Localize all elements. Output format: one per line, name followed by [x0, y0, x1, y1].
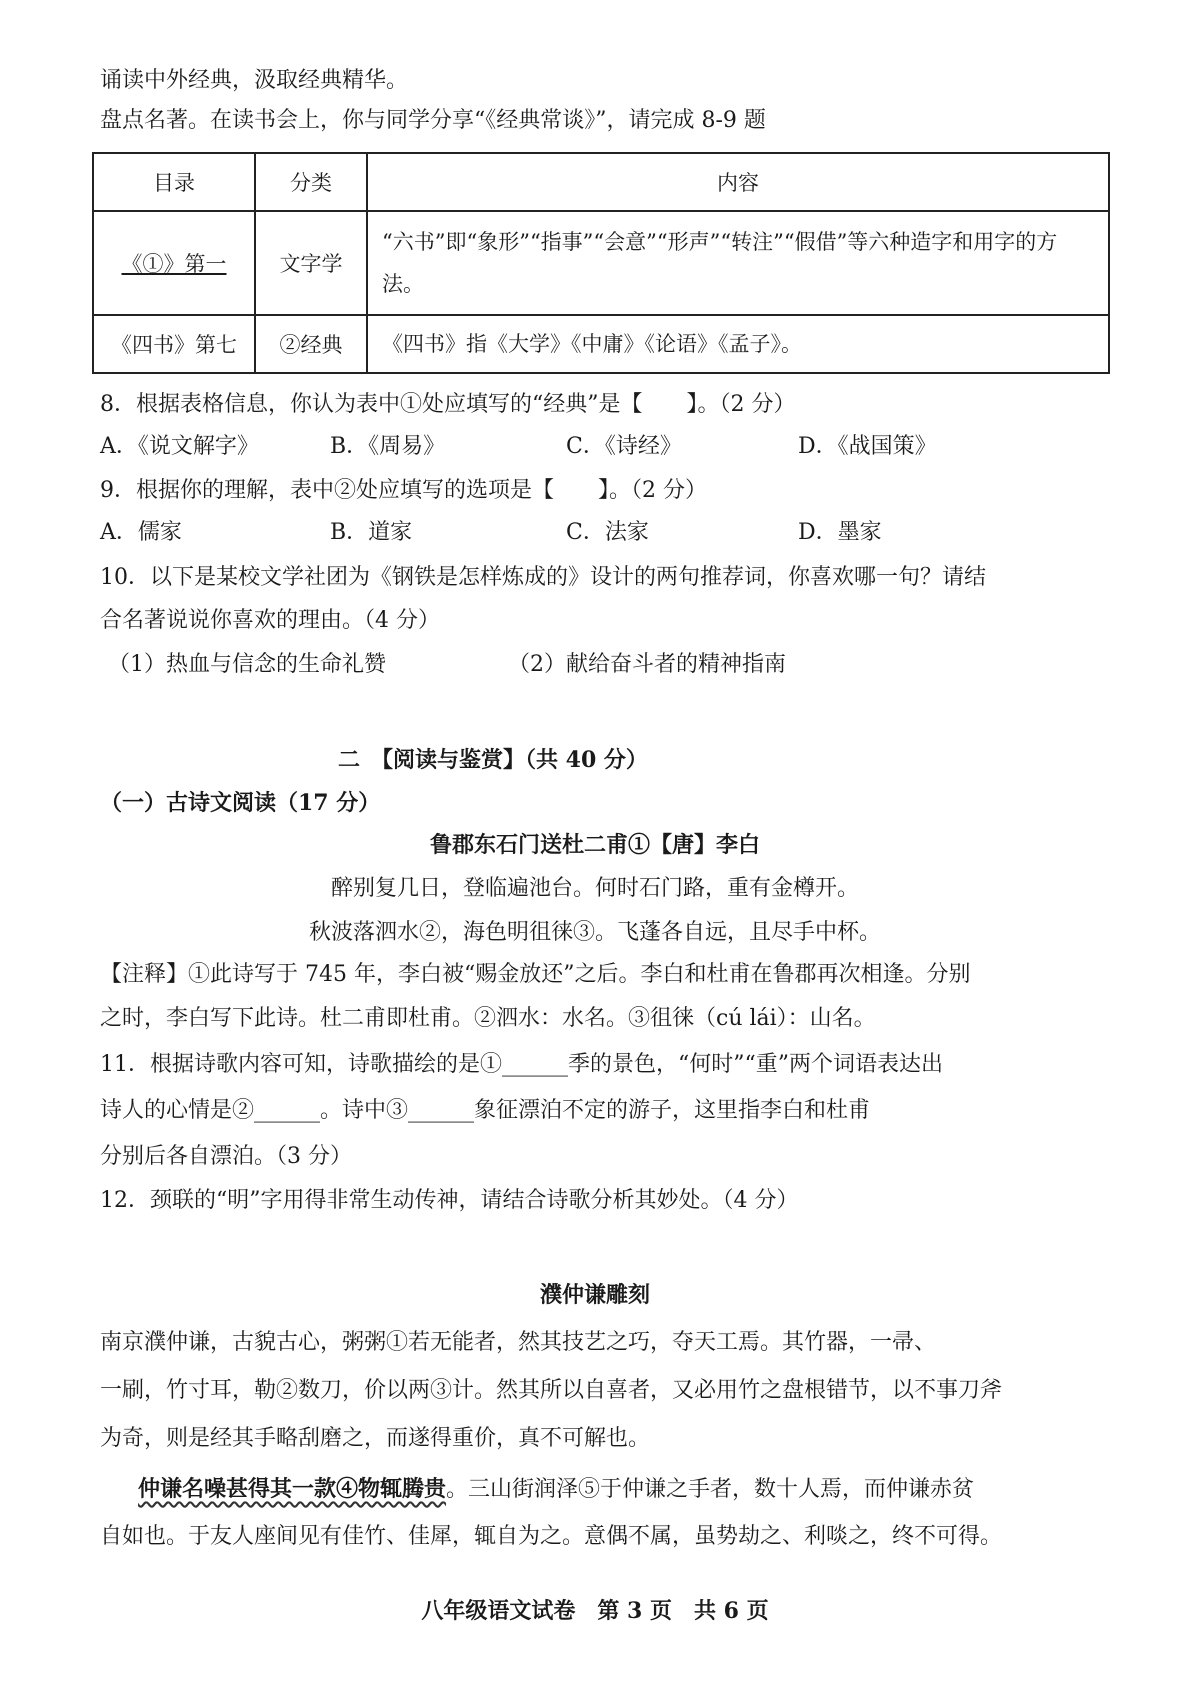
q10-choice-2: （2）献给奋斗者的精神指南	[508, 652, 786, 677]
cell-catalog	[93, 211, 255, 315]
q11-line-2: 诗人的心情是②______。诗中③______象征漂泊不定的游子，这里指李白和杜甫	[100, 1098, 871, 1123]
prose-p1-line-3: 为奇，则是经其手略刮磨之，而遂得重价，真不可解也。	[100, 1426, 651, 1451]
q8-option-c: C．《诗经》	[566, 434, 682, 459]
poem-line-1: 醉别复几日，登临遍池台。何时石门路，重有金樽开。	[330, 876, 859, 901]
cell-category: ②经典	[255, 315, 367, 373]
table-row	[93, 315, 1109, 373]
page-footer: 八年级语文试卷 第 3 页 共 6 页	[421, 1598, 769, 1624]
prose-title: 濮仲谦雕刻	[539, 1282, 650, 1308]
prose-p1-line-1: 南京濮仲谦，古貌古心，粥粥①若无能者，然其技艺之巧，夺天工焉。其竹器，一帚、	[100, 1330, 937, 1355]
cell-content: 《四书》指《大学》《中庸》《论语》《孟子》。	[367, 315, 1109, 373]
header-category: 分类	[255, 153, 367, 211]
intro-line-1: 诵读中外经典，汲取经典精华。	[100, 68, 409, 93]
prose-p2-line-1-rest: 。三山街润泽⑤于仲谦之手者，数十人焉，而仲谦赤贫	[446, 1477, 975, 1502]
q11-line-3: 分别后各自漂泊。（3 分）	[100, 1144, 352, 1169]
poem-title: 鲁郡东石门送杜二甫①【唐】李白	[429, 832, 760, 858]
prose-p2-line-2: 自如也。于友人座间见有佳竹、佳犀，辄自为之。意偶不属，虽势劫之、利啖之，终不可得。	[100, 1524, 1003, 1549]
cell-catalog: 《四书》第七	[93, 315, 255, 373]
q11-line-1: 11．根据诗歌内容可知，诗歌描绘的是①______季的景色，“何时”“重”两个词语表达出	[100, 1052, 943, 1077]
poem-note-2: 之时，李白写下此诗。杜二甫即杜甫。②泗水：水名。③徂徕（cú lái）：山名。	[100, 1006, 876, 1031]
table-header-row	[93, 153, 1109, 211]
section-2-sub-1: （一）古诗文阅读（17 分）	[100, 790, 381, 816]
section-2-title: 二 【阅读与鉴赏】（共 40 分）	[338, 747, 648, 773]
cell-category: 文字学	[255, 211, 367, 315]
blank-1: 《①》第一	[121, 252, 227, 276]
intro-line-2: 盘点名著。在读书会上，你与同学分享“《经典常谈》”，请完成 8-9 题	[100, 108, 766, 133]
q10-line-1: 10．以下是某校文学社团为《钢铁是怎样炼成的》设计的两句推荐词，你喜欢哪一句？请结	[100, 565, 986, 590]
header-catalog: 目录	[93, 153, 255, 211]
q8-option-d: D．《战国策》	[798, 434, 937, 459]
classics-table	[92, 152, 1110, 374]
table-row	[93, 211, 1109, 315]
q8-text: 8．根据表格信息，你认为表中①处应填写的“经典”是【 】。（2 分）	[100, 392, 796, 417]
underlined-sentence: 仲谦名噪甚得其一款④物辄腾贵	[138, 1476, 447, 1502]
prose-p2-line-1	[138, 1474, 974, 1505]
q10-choice-1: （1）热血与信念的生命礼赞	[108, 652, 386, 677]
cell-content: “六书”即“象形”“指事”“会意”“形声”“转注”“假借”等六种造字和用字的方法。	[367, 211, 1109, 315]
q9-option-d: D．墨家	[798, 520, 882, 545]
q10-line-2: 合名著说说你喜欢的理由。（4 分）	[100, 608, 440, 633]
q9-text: 9．根据你的理解，表中②处应填写的选项是【 】。（2 分）	[100, 478, 707, 503]
poem-note-1: 【注释】①此诗写于 745 年，李白被“赐金放还”之后。李白和杜甫在鲁郡再次相逢。分别	[100, 962, 971, 987]
header-content: 内容	[367, 153, 1109, 211]
prose-p1-line-2: 一刷，竹寸耳，勒②数刀，价以两③计。然其所以自喜者，又必用竹之盘根错节，以不事刀斧	[100, 1378, 1003, 1403]
q9-option-c: C．法家	[566, 520, 649, 545]
q9-option-b: B．道家	[330, 520, 413, 545]
q8-option-b: B．《周易》	[330, 434, 446, 459]
q9-option-a: A．儒家	[100, 520, 182, 545]
q8-option-a: A．《说文解字》	[100, 434, 259, 459]
poem-line-2: 秋波落泗水②，海色明徂徕③。飞蓬各自远，且尽手中杯。	[308, 920, 881, 945]
q12-text: 12．颈联的“明”字用得非常生动传神，请结合诗歌分析其妙处。（4 分）	[100, 1188, 799, 1213]
